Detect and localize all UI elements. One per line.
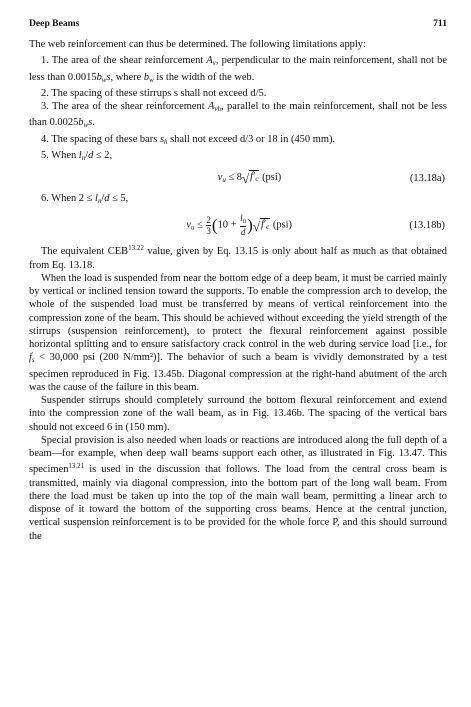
- fraction-ln-over-d: $\frac{l_n}{d}$: [240, 213, 247, 238]
- paragraph-special-provision: Special provision is also needed when loads or reactions are introduced along the full depth of a beam—for example, when deep wall beams support each other, as illustrated in Fig. 13.47. This specimen$^{13.21}$ is used in the discussion that follows. The load from the central cross beam is transmitted, mainly via diagonal compression, into the bottom part of the long wall beam. From there the load must be taken up into the top of the main wall beam, permitting a linear arch to dispose of it toward the bottom of the supporting cross beams. Hence at the central junction, vertical suspension reinforcement is to be provided for the whole force P, and this should surround the: [29, 434, 447, 542]
- limitation-1: 1. The area of the shear reinforcement $A_v$, perpendicular to the main reinforcement, shall not be less than $0.0015b_ws$, where $b_w$ is the width of the web.: [29, 55, 447, 84]
- fraction-two-thirds: $\frac{2}{3}$: [206, 214, 211, 236]
- sqrt-symbol-2: √ $f'_c$: [252, 218, 270, 234]
- equation-13-18b: $v_u$ ≤ $\frac{2}{3}$ (10 + $\frac{l_n}{d}$ ) √ $f'_c$ (psi) (13.18b): [186, 213, 445, 238]
- paragraph-ceb: The equivalent $CEB^{13.22}$ value, given by Eq. 13.15 is only about half as much as that obtained from Eq. 13.18.: [29, 244, 447, 271]
- running-title: Deep Beams: [29, 18, 80, 29]
- limitation-4: 4. The spacing of these bars $s_h$ shall not exceed d/3 or 18 in (450 mm).: [41, 133, 336, 146]
- eq1-rel: ≤ 8: [228, 171, 243, 183]
- page-header: [29, 18, 447, 29]
- eq2-unit: (psi): [272, 219, 293, 231]
- eq2-inner: 10 +: [217, 219, 237, 231]
- limitation-5: 5. When $l_n/d \le 2$,: [41, 149, 113, 162]
- limitation-2: 2. The spacing of these stirrups s shall not exceed d/5.: [41, 87, 267, 99]
- intro-paragraph: The web reinforcement can thus be determined. The following limitations apply:: [29, 39, 366, 50]
- sqrt-symbol: √ $f'_c$: [242, 171, 259, 186]
- limitation-3: 3. The area of the shear reinforcement $A_{vh}$, parallel to the main reinforcement, shall not be less than $0.0025b_ws$.: [29, 101, 447, 130]
- equation-number-b: (13.18b): [409, 219, 445, 231]
- body-text: [29, 38, 447, 543]
- eq1-unit: (psi): [262, 171, 282, 183]
- equation-13-18a: $v_u \le 8$ √ $f'_c$ (psi) (13.18a): [217, 171, 445, 186]
- page-number: 711: [433, 18, 447, 29]
- limitation-6: 6. When $2 \le l_n/d \le 5$,: [41, 193, 129, 206]
- paragraph-suspender-stirrups: Suspender stirrups should completely surround the bottom flexural reinforcement and extend into the compression zone of the wall beam, as in Fig. 13.46b. The spacing of the vertical bars should not exceed 6 in (150 mm).: [29, 395, 447, 433]
- equation-number-a: (13.18a): [409, 172, 445, 184]
- paragraph-suspended-load: When the load is suspended from near the bottom edge of a deep beam, it must be carried mainly by vertical or inclined tension toward the supports. To enable the compression arch to develop, the whole of the suspended load must be transferred by means of vertical reinforcement into the compression zone of the beam. This should be achieved without exceeding the yield strength of the stirrups (suspension reinforcement), to protect the flexural reinforcement against possible horizontal splitting and to ensure satisfactory crack control in the web during service load [i.e., for $f_s < 30,000$ psi (200 N/mm²)]. The behavior of such a beam is vividly demonstrated by a test specimen reproduced in Fig. 13.45b. Diagonal compression at the right-hand abutment of the arch was the cause of the failure in this beam.: [29, 272, 447, 393]
